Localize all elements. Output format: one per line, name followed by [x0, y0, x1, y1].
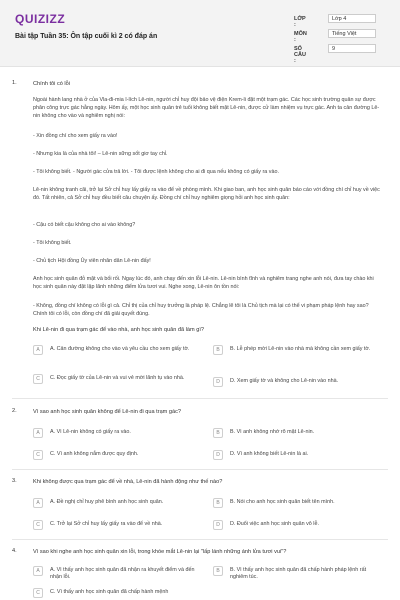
question-4-text: Vì sao khi nghe anh học sinh quân xin lỗi, trong khóe mắt Lê-nin lại "lấp lánh những ánh lửa tươi vui"? — [33, 549, 287, 555]
passage-paragraph: - Xin đồng chí cho xem giấy ra vào! — [33, 133, 118, 139]
passage-paragraph: - Cậu có biết cậu không cho ai vào không? — [33, 222, 136, 228]
passage-paragraph: - Chủ tịch Hội đồng Ủy viên nhân dân Lê-nin đấy! — [33, 258, 151, 264]
worksheet-header — [0, 0, 400, 67]
option-text: D. Đuổi việc anh học sinh quân vô lễ. — [230, 521, 319, 527]
option-letter-box: B — [213, 566, 223, 576]
question-2-text: Vì sao anh học sinh quân không để Lê-nin đi qua trạm gác? — [33, 409, 182, 415]
option-text: A. Cản đường không cho vào và yêu cầu cho xem giấy tờ. — [50, 346, 190, 352]
option-letter-box: A — [33, 498, 43, 508]
option-text: C. Vì thấy anh học sinh quân đã chấp hành mệnh — [50, 589, 169, 595]
option-text: B. Lễ phép mời Lê-nin vào nhà mà không cần xem giấy tờ. — [230, 346, 371, 352]
option-letter-box: D — [213, 450, 223, 460]
question-3-text: Khi không được qua trạm gác để về nhà, Lê-nin đã hành động như thế nào? — [33, 479, 223, 485]
question-4-number: 4. — [12, 548, 17, 554]
option-letter-box: C — [33, 520, 43, 530]
option-letter-box: A — [33, 566, 43, 576]
option-letter-box: D — [213, 520, 223, 530]
option-text: D. Xem giấy tờ và không cho Lê-nin vào nhà. — [230, 378, 339, 384]
passage-number: 1. — [12, 80, 17, 86]
passage-paragraph: - Tôi không biết. — [33, 240, 72, 246]
option-text: C. Trở lại Sở chỉ huy lấy giấy ra vào để về nhà. — [50, 521, 163, 527]
subject-value: Tiếng Việt — [328, 29, 376, 38]
option-text: D. Vì anh không biết Lê-nin là ai. — [230, 451, 309, 457]
option-letter-box: A — [33, 345, 43, 355]
option-letter-box: B — [213, 428, 223, 438]
option-letter-box: B — [213, 345, 223, 355]
question-divider — [12, 398, 388, 399]
option-text: B. Nói cho anh học sinh quân biết tên mình. — [230, 499, 335, 505]
passage-paragraph: Ngoài hành lang nhà ở của Vla-đi-mia I-lích Lê-nin, người chỉ huy đội bảo vệ điện Krem-li đặt một trạm gác. Các học sinh trường quân sự được phân công trực gác hằng ngày. Hôm ấy, một học sinh quân trẻ tuổi không biết mặt Lê-nin, được cử làm nhiệm vụ trực gác. Anh ta cản đường Lê-nin không cho vào và nghiêm nghị nói: — [33, 97, 380, 119]
quizizz-logo: QUIZIZZ — [15, 12, 66, 26]
subject-label: MÔN : — [294, 31, 307, 43]
class-label: LỚP : — [294, 16, 306, 28]
option-text: B. Vì thấy anh học sinh quân đã chấp hành pháp lệnh rất nghiêm túc. — [230, 567, 367, 580]
passage-paragraph: Lê-nin không tranh cãi, trở lại Sở chỉ huy lấy giấy ra vào để về phòng mình. Khi giao ban, anh học sinh quân báo cáo với đồng chí chỉ huy về việc đó. Tất nhiên, cả Sở chỉ huy đều biết câu chuyện ấy. Đồng chí chỉ huy nghiêm giọng hỏi anh học sinh quân: — [33, 187, 380, 201]
option-text: C. Vì anh không nắm được quy định. — [50, 451, 139, 457]
option-text: A. Đề nghị chỉ huy phê bình anh học sinh quân. — [50, 499, 164, 505]
option-letter-box: B — [213, 498, 223, 508]
count-value: 9 — [328, 44, 376, 53]
count-label: SỐ CÂU : — [294, 46, 306, 64]
passage-paragraph: - Không, đồng chí không có lỗi gì cả. Chỉ thị của chỉ huy trưởng là pháp lệ. Chẳng lẽ tôi là Chủ tịch mà lại có thể vi phạm pháp lệnh hay sao? Chính tôi có lỗi, còn đồng chí đã giải quyết đúng. — [33, 303, 369, 317]
question-divider — [12, 469, 388, 470]
option-text: A. Vì Lê-nin không có giấy ra vào. — [50, 429, 131, 435]
passage-paragraph: - Nhưng kia là của nhà tôi! – Lê-nin sững sốt giơ tay chỉ. — [33, 151, 168, 157]
option-letter-box: D — [213, 377, 223, 387]
question-1-text: Khi Lê-nin đi qua trạm gác để vào nhà, anh học sinh quân đã làm gì? — [33, 327, 205, 333]
passage-paragraph: Anh học sinh quân đỏ mặt và bối rối. Ngay lúc đó, anh chạy đến xin lỗi Lê-nin. Lê-nin bình tĩnh và nghiêm trang nghe anh nói, đưa tay chào khi học sinh quân này đặt lập lãnh những điểm lửa tươi vui. Nghe xong, Lê-nin ôn tồn nói: — [33, 276, 374, 290]
passage-heading: Chính tôi có lỗi — [33, 81, 71, 87]
question-divider — [12, 539, 388, 540]
option-letter-box: A — [33, 428, 43, 438]
class-value: Lớp 4 — [328, 14, 376, 23]
option-text: C. Đọc giấy tờ của Lê-nin và vui vẻ mời lãnh tụ vào nhà. — [50, 375, 185, 381]
question-3-number: 3. — [12, 478, 17, 484]
worksheet-title: Bài tập Tuần 35: Ôn tập cuối kì 2 có đáp án — [15, 33, 158, 40]
option-text: B. Vì anh không nhớ rõ mặt Lê-nin. — [230, 429, 315, 435]
option-text: A. Vì thấy anh học sinh quân đã nhận ra khuyết điểm và đến nhận lỗi. — [50, 567, 195, 580]
option-letter-box: C — [33, 450, 43, 460]
passage-paragraph: - Tôi không biết. - Người gác cửa trả lời. - Tôi được lệnh không cho ai đi qua nếu không có giấy ra vào. — [33, 169, 279, 175]
option-letter-box: C — [33, 588, 43, 598]
option-letter-box: C — [33, 374, 43, 384]
question-2-number: 2. — [12, 408, 17, 414]
